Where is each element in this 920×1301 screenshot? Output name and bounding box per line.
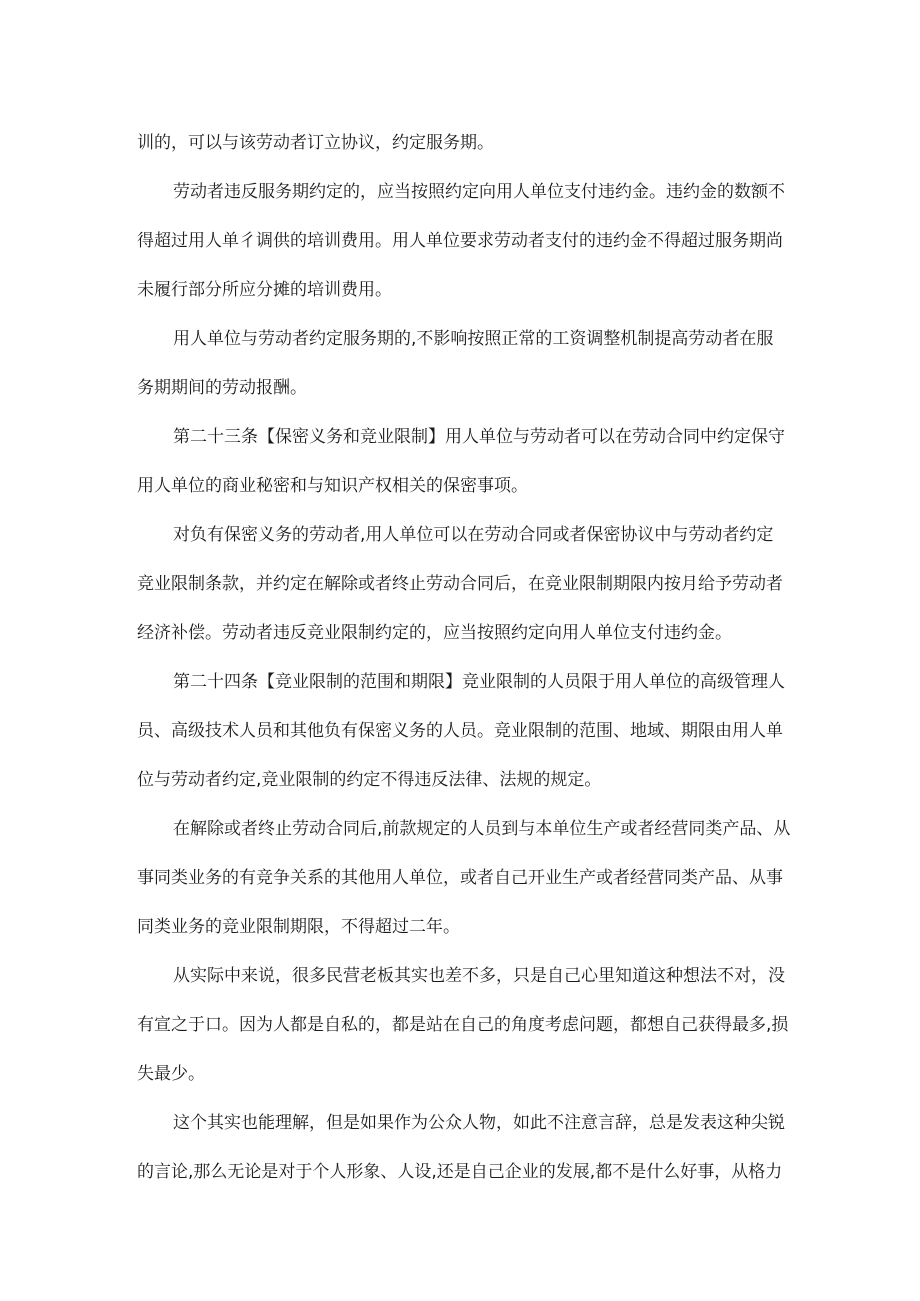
- paragraph-first-line: 用人单位与劳动者约定服务期的,不影响按照正常的工资调整机制提高劳动者在服: [173, 329, 774, 349]
- text-line: 失最少。: [137, 1064, 205, 1084]
- text-line: 有宣之于口。因为人都是自私的，都是站在自己的角度考虑问题，都想自己获得最多,损: [137, 1015, 789, 1035]
- text-line: 竞业限制条款，并约定在解除或者终止劳动合同后，在竞业限制期限内按月给予劳动者: [137, 574, 783, 594]
- paragraph-first-line: 劳动者违反服务期约定的，应当按照约定向用人单位支付违约金。违约金的数额不: [173, 182, 785, 202]
- text-line: 经济补偿。劳动者违反竞业限制约定的，应当按照约定向用人单位支付违约金。: [137, 623, 732, 643]
- text-line: 得超过用人单彳调供的培训费用。用人单位要求劳动者支付的违约金不得超过服务期尚: [137, 231, 783, 251]
- text-line: 同类业务的竞业限制期限，不得超过二年。: [137, 917, 460, 937]
- text-line: 未履行部分所应分摊的培训费用。: [137, 280, 392, 300]
- text-line: 用人单位的商业秘密和与知识产权相关的保密事项。: [137, 476, 528, 496]
- text-line: 务期期间的劳动报酬。: [137, 378, 307, 398]
- paragraph-first-line: 对负有保密义务的劳动者,用人单位可以在劳动合同或者保密协议中与劳动者约定: [173, 525, 774, 545]
- text-line: 训的，可以与该劳动者订立协议，约定服务期。: [137, 133, 494, 153]
- article-24-heading-line: 第二十四条【竞业限制的范围和期限】竞业限制的人员限于用人单位的高级管理人: [173, 672, 785, 692]
- text-line: 员、高级技术人员和其他负有保密义务的人员。竞业限制的范围、地域、期限由用人单: [137, 721, 783, 741]
- paragraph-first-line: 从实际中来说，很多民营老板其实也差不多，只是自己心里知道这种想法不对，没: [173, 966, 785, 986]
- paragraph-first-line: 在解除或者终止劳动合同后,前款规定的人员到与本单位生产或者经营同类产品、从: [173, 819, 791, 839]
- paragraph-first-line: 这个其实也能理解，但是如果作为公众人物，如此不注意言辞，总是发表这种尖锐: [173, 1113, 785, 1133]
- article-23-heading-line: 第二十三条【保密义务和竞业限制】用人单位与劳动者可以在劳动合同中约定保守: [173, 427, 785, 447]
- text-line: 位与劳动者约定,竞业限制的约定不得违反法律、法规的规定。: [137, 770, 602, 790]
- text-line: 事同类业务的有竞争关系的其他用人单位，或者自己开业生产或者经营同类产品、从事: [137, 868, 783, 888]
- text-line: 的言论,那么无论是对于个人形象、人设,还是自己企业的发展,都不是什么好事，从格力: [137, 1162, 783, 1182]
